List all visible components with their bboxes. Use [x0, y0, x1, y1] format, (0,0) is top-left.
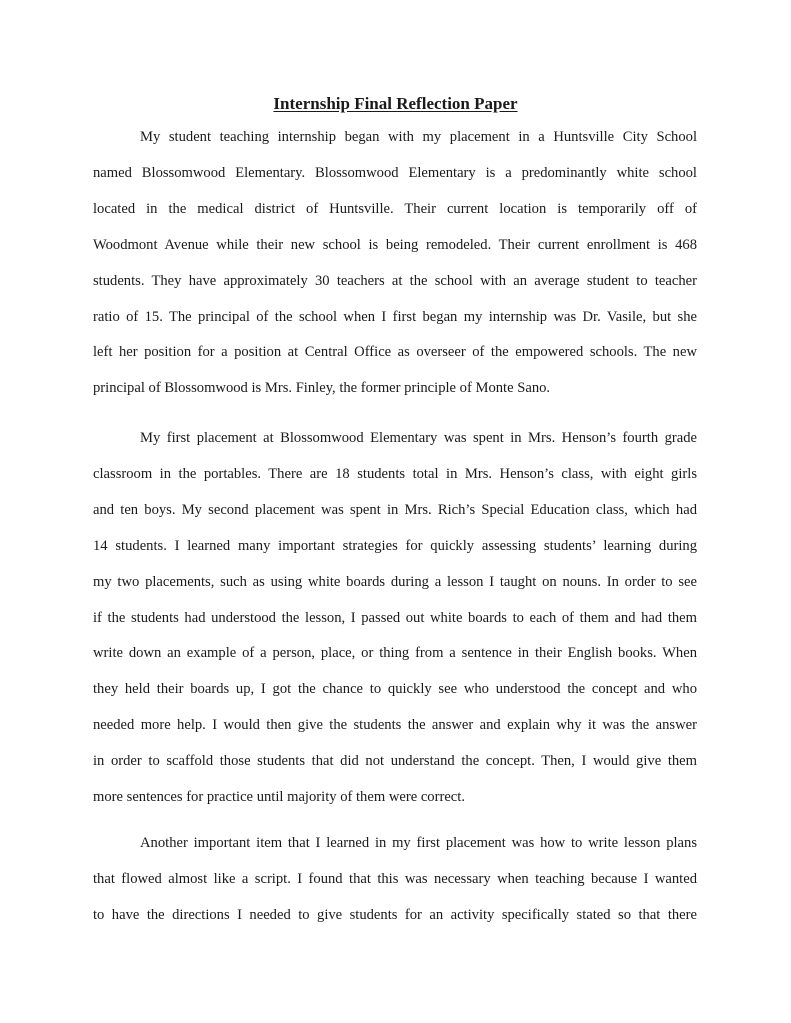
text-line: ratio of 15. The principal of the school when I first began my internship was Dr. Vasile, but she: [93, 309, 697, 325]
text-line: students. They have approximately 30 teachers at the school with an average student to teacher: [93, 273, 697, 289]
text-line: principal of Blossomwood is Mrs. Finley, the former principle of Monte Sano.: [93, 380, 551, 396]
text-line: My student teaching internship began with my placement in a Huntsville City School: [140, 129, 697, 145]
text-line: my two placements, such as using white boards during a lesson I taught on nouns. In order to see: [93, 574, 697, 590]
text-line: My first placement at Blossomwood Elementary was spent in Mrs. Henson’s fourth grade: [140, 430, 697, 446]
text-line: Another important item that I learned in my first placement was how to write lesson plans: [140, 835, 697, 851]
page-title: Internship Final Reflection Paper: [273, 94, 518, 113]
text-line: left her position for a position at Central Office as overseer of the empowered schools. The new: [93, 344, 697, 360]
text-line: that flowed almost like a script. I found that this was necessary when teaching because I wanted: [93, 871, 697, 887]
text-line: located in the medical district of Huntsville. Their current location is temporarily off of: [93, 201, 697, 217]
text-line: write down an example of a person, place, or thing from a sentence in their English books. When: [93, 645, 697, 661]
text-line: classroom in the portables. There are 18 students total in Mrs. Henson’s class, with eight girls: [93, 466, 697, 482]
text-line: more sentences for practice until majority of them were correct.: [93, 789, 465, 805]
text-line: if the students had understood the lesson, I passed out white boards to each of them and had them: [93, 610, 697, 626]
text-line: Woodmont Avenue while their new school is being remodeled. Their current enrollment is 468: [93, 237, 697, 253]
text-line: 14 students. I learned many important strategies for quickly assessing students’ learning during: [93, 538, 697, 554]
text-line: needed more help. I would then give the students the answer and explain why it was the answer: [93, 717, 697, 733]
text-line: and ten boys. My second placement was spent in Mrs. Rich’s Special Education class, which had: [93, 502, 697, 518]
text-line: they held their boards up, I got the chance to quickly see who understood the concept and who: [93, 681, 697, 697]
text-line: to have the directions I needed to give students for an activity specifically stated so that there: [93, 907, 697, 923]
text-line: named Blossomwood Elementary. Blossomwood Elementary is a predominantly white school: [93, 165, 697, 181]
text-line: in order to scaffold those students that did not understand the concept. Then, I would give them: [93, 753, 697, 769]
